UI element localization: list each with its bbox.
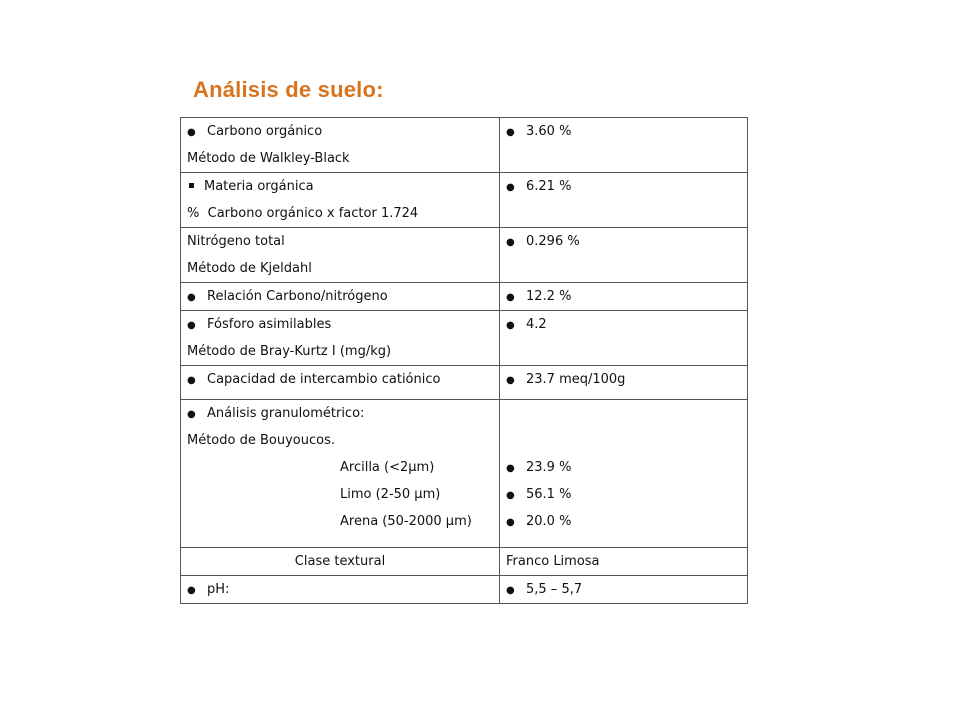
table-row <box>181 228 748 283</box>
value-label: 3.60 % <box>526 124 572 139</box>
fraction-label-clay: Arcilla (<2µm) <box>340 460 435 475</box>
bullet-dot-icon: ● <box>506 320 515 331</box>
bullet-dot-icon: ● <box>506 182 515 193</box>
value-label: 12.2 % <box>526 289 572 304</box>
parameter-cell <box>181 118 500 173</box>
table-row <box>181 400 748 548</box>
parameter-cell <box>181 173 500 228</box>
bullet-dot-icon: ● <box>187 127 196 138</box>
parameter-cell <box>181 311 500 366</box>
value-cell <box>500 173 748 228</box>
bullet-dot-icon: ● <box>187 409 196 420</box>
table-row <box>181 118 748 173</box>
bullet-dot-icon: ● <box>506 237 515 248</box>
bullet-dot-icon: ● <box>506 292 515 303</box>
parameter-cell <box>181 283 500 311</box>
bullet-dot-icon: ● <box>506 375 515 386</box>
value-cell <box>500 400 748 548</box>
square-bullet-icon <box>189 183 194 188</box>
bullet-dot-icon: ● <box>506 517 515 528</box>
parameter-label: Carbono orgánico <box>207 124 323 139</box>
bullet-dot-icon: ● <box>506 127 515 138</box>
table-row <box>181 283 748 311</box>
parameter-label: Materia orgánica <box>204 179 314 194</box>
bullet-dot-icon: ● <box>506 463 515 474</box>
table-row <box>181 311 748 366</box>
parameter-cell <box>181 400 500 548</box>
method-label: Método de Kjeldahl <box>187 261 312 276</box>
value-label: 5,5 – 5,7 <box>526 582 583 597</box>
method-label: % Carbono orgánico x factor 1.724 <box>187 206 419 221</box>
method-label: Método de Bray-Kurtz I (mg/kg) <box>187 344 392 359</box>
parameter-label: Fósforo asimilables <box>207 317 332 332</box>
value-cell <box>500 283 748 311</box>
value-label: 23.7 meq/100g <box>526 372 626 387</box>
parameter-label: Análisis granulométrico: <box>207 406 365 421</box>
value-label: 56.1 % <box>526 487 572 502</box>
value-label: Franco Limosa <box>506 554 600 569</box>
bullet-dot-icon: ● <box>187 292 196 303</box>
bullet-dot-icon: ● <box>187 585 196 596</box>
parameter-cell <box>181 228 500 283</box>
value-cell <box>500 228 748 283</box>
value-label: 20.0 % <box>526 514 572 529</box>
bullet-dot-icon: ● <box>506 490 515 501</box>
page-title: Análisis de suelo: <box>193 77 384 102</box>
parameter-label: Nitrógeno total <box>187 234 285 249</box>
method-label: Método de Walkley-Black <box>187 151 350 166</box>
value-cell <box>500 548 748 576</box>
table-row <box>181 548 748 576</box>
value-label: 4.2 <box>526 317 547 332</box>
bullet-dot-icon: ● <box>187 320 196 331</box>
value-cell <box>500 118 748 173</box>
soil-analysis-table <box>180 117 748 604</box>
fraction-label-silt: Limo (2-50 µm) <box>340 487 441 502</box>
value-cell <box>500 576 748 604</box>
table-row <box>181 576 748 604</box>
fraction-label-sand: Arena (50-2000 µm) <box>340 514 472 529</box>
table-row <box>181 366 748 400</box>
value-label: 0.296 % <box>526 234 580 249</box>
parameter-cell <box>181 548 500 576</box>
parameter-label: Relación Carbono/nitrógeno <box>207 289 388 304</box>
parameter-label: Clase textural <box>294 554 386 569</box>
method-label: Método de Bouyoucos. <box>187 433 335 448</box>
value-cell <box>500 366 748 400</box>
bullet-dot-icon: ● <box>187 375 196 386</box>
bullet-dot-icon: ● <box>506 585 515 596</box>
parameter-label: pH: <box>207 582 230 597</box>
value-cell <box>500 311 748 366</box>
table-row <box>181 173 748 228</box>
value-label: 6.21 % <box>526 179 572 194</box>
value-label: 23.9 % <box>526 460 572 475</box>
parameter-cell <box>181 576 500 604</box>
parameter-cell <box>181 366 500 400</box>
parameter-label: Capacidad de intercambio catiónico <box>207 372 441 387</box>
